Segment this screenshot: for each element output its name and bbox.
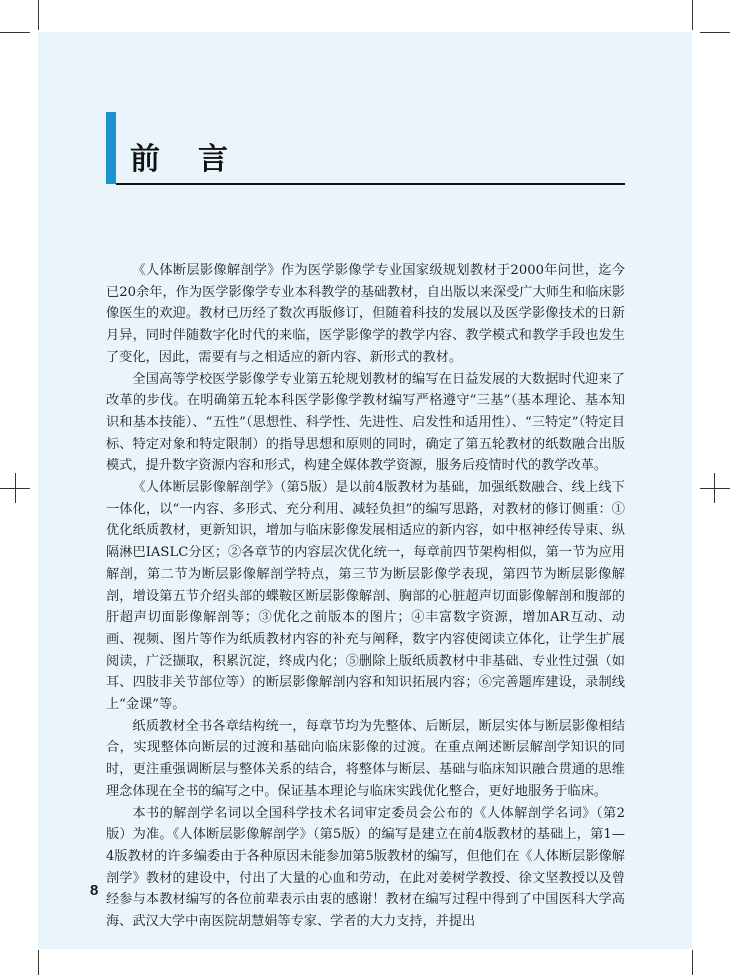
paragraph: 《人体断层影像解剖学》（第5版）是以前4版教材为基础，加强纸数融合、线上线下一体化，以“一内容、多形式、充分利用、减轻负担”的编写思路，对教材的修订侧重：①优化纸质教材，更新知识，增加与临床影像发展相适应的新内容，如中枢神经传导束、纵隔淋巴IASLC分区；②各章节的内容层次优化统一，每章前四节架构相似，第一节为应用解剖，第二节为断层影像解剖学特点，第三节为断层影像学表现，第四节为断层影像解剖，增设第五节介绍头部的蝶鞍区断层影像解剖、胸部的心脏超声切面影像解剖和腹部的肝超声切面影像解剖等；③优化之前版本的图片；④丰富数字资源，增加AR互动、动画、视频、图片等作为纸质教材内容的补充与阐释，数字内容使阅读立体化，让学生扩展阅读，广泛撷取，积累沉淀，终成内化；⑤删除上版纸质教材中非基础、专业性过强（如耳、四肢非关节部位等）的断层影像解剖内容和知识拓展内容；⑥完善题库建设，录制线上“金课”等。 [106, 480, 625, 713]
chapter-title: 前言 [130, 142, 266, 177]
page-number: 8 [90, 882, 99, 899]
crop-mark-top-left [38, 0, 39, 30]
body-text [106, 260, 625, 933]
paragraph: 全国高等学校医学影像学专业第五轮规划教材的编写在日益发展的大数据时代迎来了改革的步伐。在明确第五轮本科医学影像学教材编写严格遵守“三基”（基本理论、基本知识和基本技能）、“五性”（思想性、科学性、先进性、启发性和适用性）、“三特定”（特定目标、特定对象和特定限制）的指导思想和原则的同时，确定了第五轮教材的纸数融合出版模式，提升数字资源内容和形式，构建全媒体教学资源，服务后疫情时代的教学改革。 [106, 371, 625, 474]
paragraph: 纸质教材全书各章结构统一，每章节均为先整体、后断层，断层实体与断层影像相结合，实现整体向断层的过渡和基础向临床影像的过渡。在重点阐述断层解剖学知识的同时，更注重强调断层与整体关系的结合，将整体与断层、基础与临床知识融合贯通的思维理念体现在全书的编写之中。保证基本理论与临床实践优化整合，更好地服务于临床。 [106, 718, 625, 799]
crop-mark-top-right [692, 0, 693, 30]
crop-mark-mid-right [700, 488, 730, 489]
crop-mark-mid-right-v [714, 473, 715, 503]
crop-mark-bottom-left [38, 950, 39, 975]
crop-mark-top-left-h [0, 32, 30, 33]
title-underline [116, 183, 625, 185]
title-accent-bar [106, 112, 116, 184]
paragraph: 本书的解剖学名词以全国科学技术名词审定委员会公布的《人体解剖学名词》（第2版）为准。《人体断层影像解剖学》（第5版）的编写是建立在前4版教材的基础上，第1—4版教材的许多编委由于各种原因未能参加第5版教材的编写，但他们在《人体断层影像解剖学》教材的建设中，付出了大量的心血和劳动，在此对姜树学教授、徐文坚教授以及曾经参与本教材编写的各位前辈表示由衷的感谢！教材在编写过程中得到了中国医科大学高海、武汉大学中南医院胡慧娟等专家、学者的大力支持，并提出 [106, 805, 625, 930]
paragraph: 《人体断层影像解剖学》作为医学影像学专业国家级规划教材于2000年问世，迄今已20余年，作为医学影像学专业本科教学的基础教材，自出版以来深受广大师生和临床影像医生的欢迎。教材已历经了数次再版修订，但随着科技的发展以及医学影像技术的日新月异，同时伴随数字化时代的来临，医学影像学的教学内容、教学模式和教学手段也发生了变化，因此，需要有与之相适应的新内容、新形式的教材。 [106, 263, 625, 365]
crop-mark-bottom-right [692, 950, 693, 975]
crop-mark-mid-left-v [15, 473, 16, 503]
crop-mark-top-right-h [700, 32, 730, 33]
